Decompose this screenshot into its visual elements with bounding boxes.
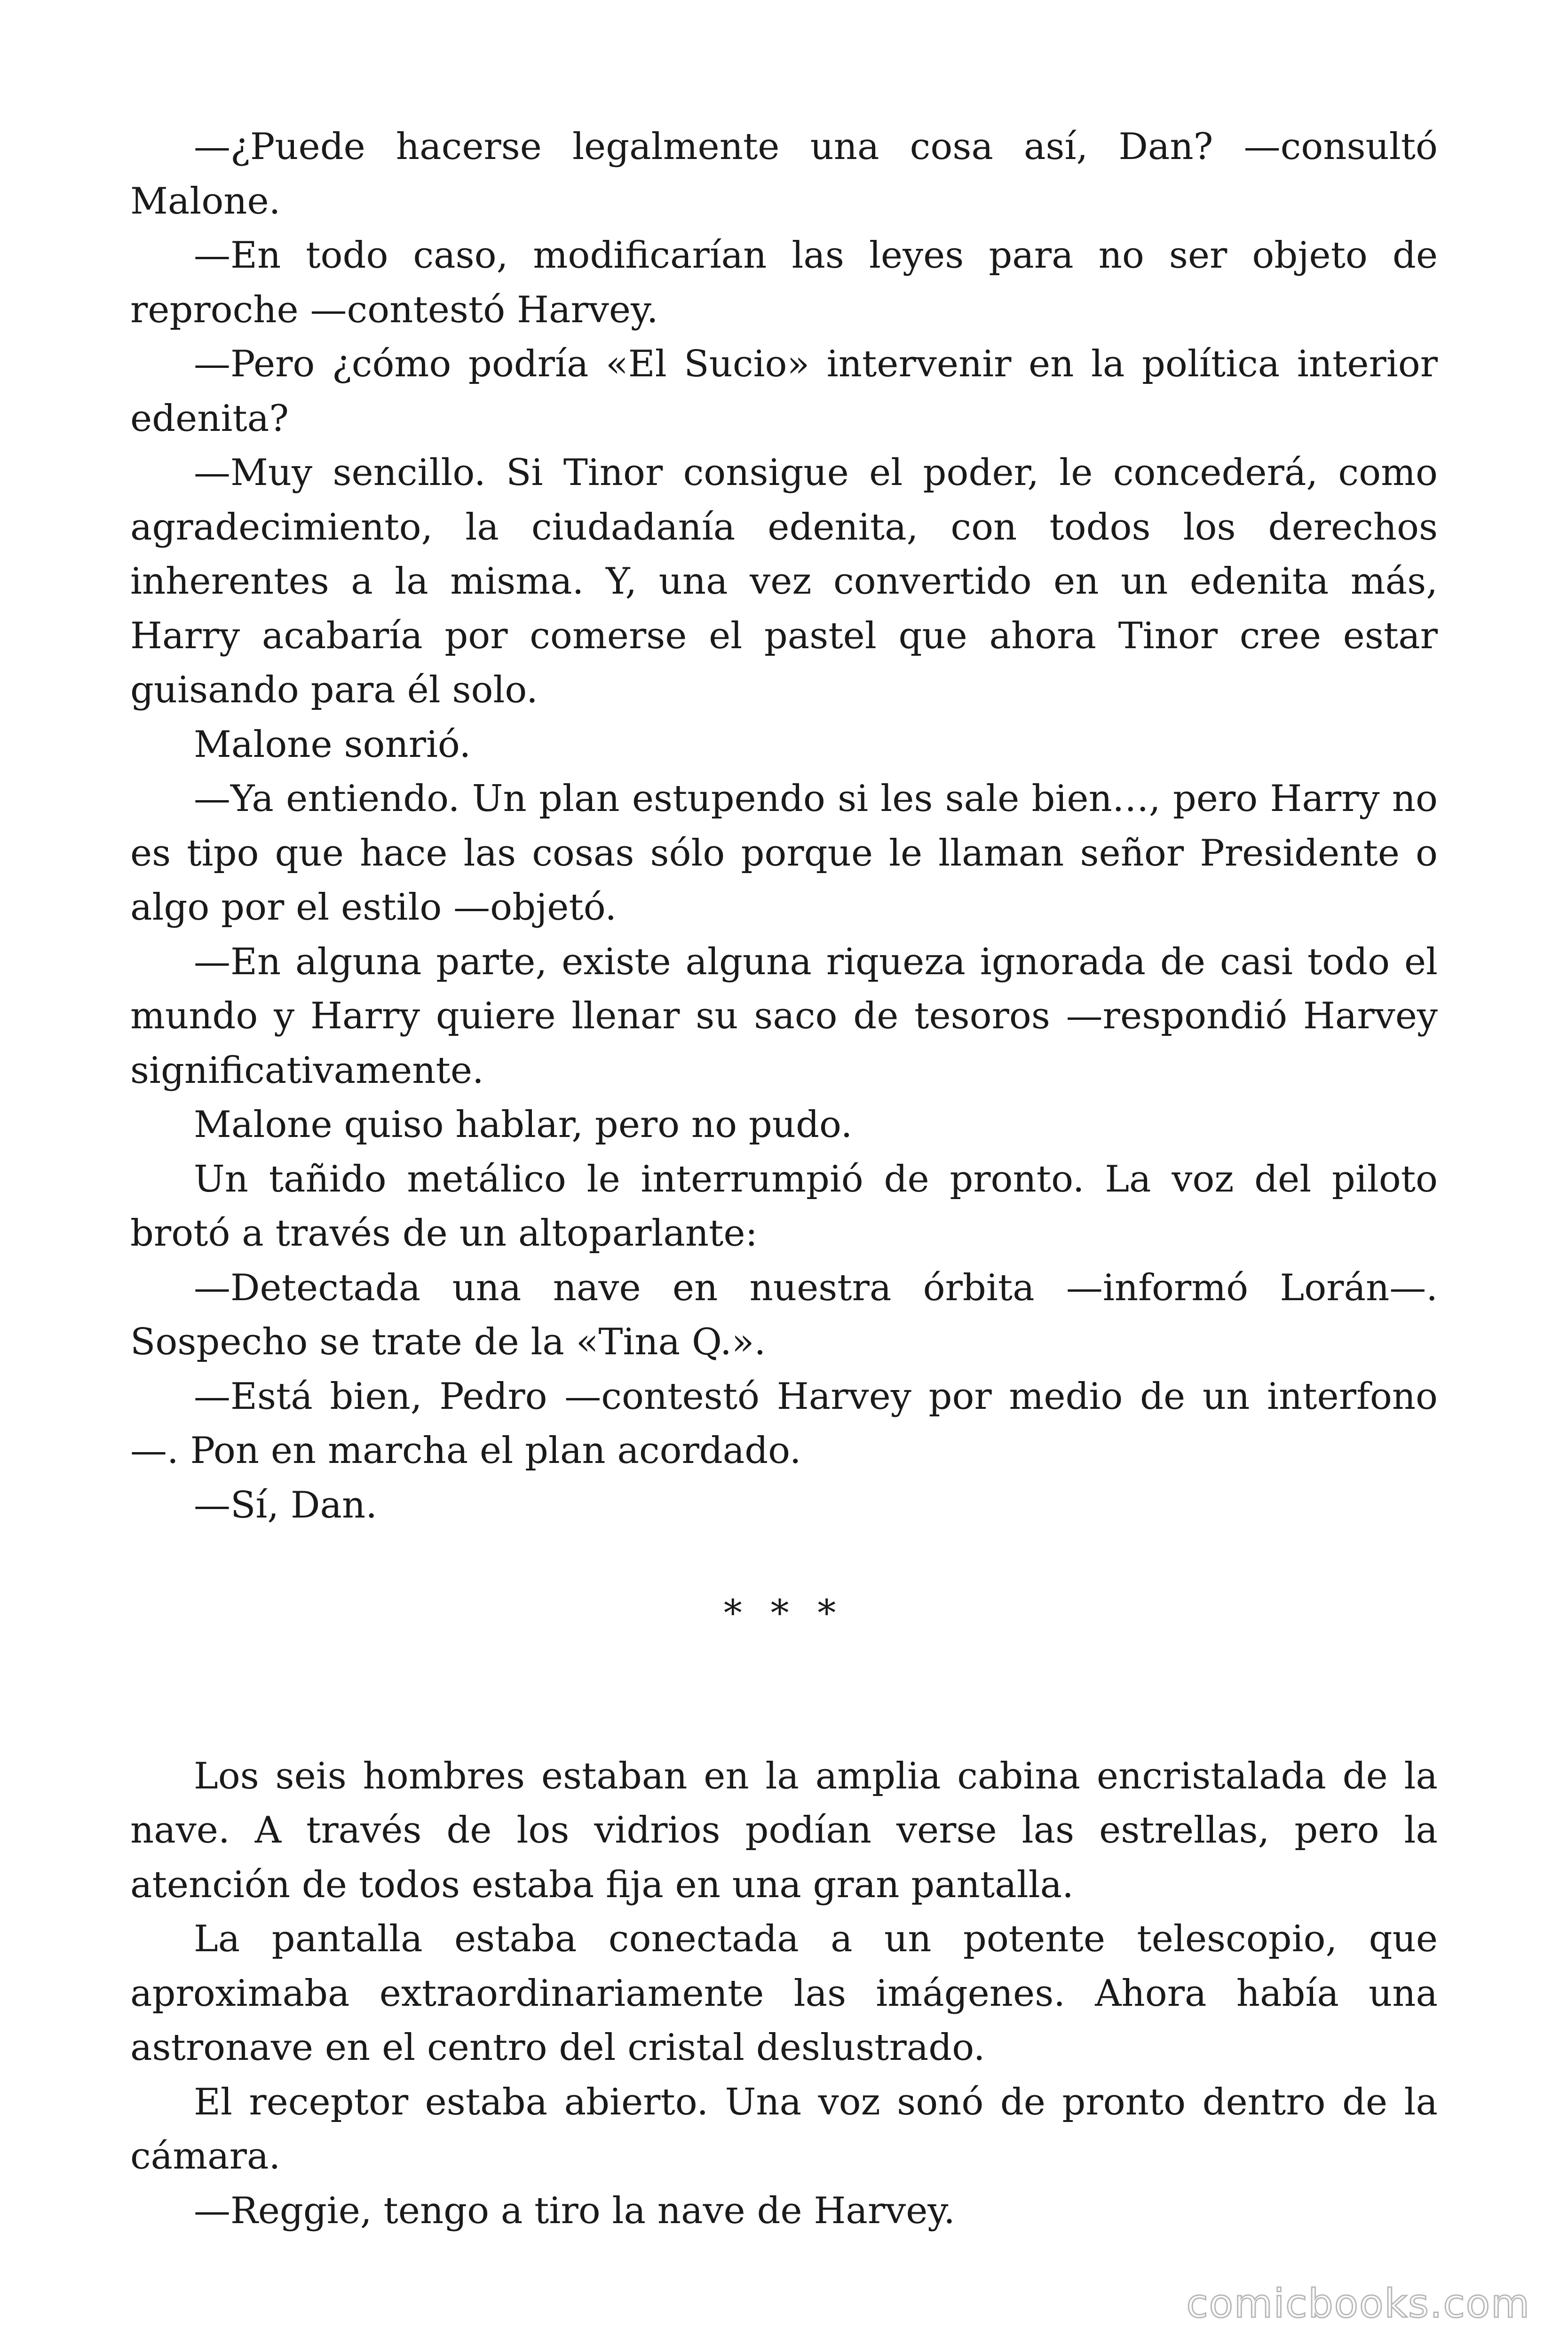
paragraph: Malone sonrió.	[194, 723, 471, 766]
paragraph: —Sí, Dan.	[194, 1484, 378, 1526]
paragraph: Malone quiso hablar, pero no pudo.	[194, 1104, 853, 1146]
paragraph: —¿Puede hacerse legalmente una cosa así, Dan? —consultó Malone.	[130, 126, 1438, 222]
section-break: * * *	[723, 1592, 845, 1635]
paragraph: —Pero ¿cómo podría «El Sucio» intervenir en la política interior edenita?	[130, 343, 1438, 440]
paragraph: —Ya entiendo. Un plan estupendo si les sale bien…, pero Harry no es tipo que hace las cosas sólo porque le llaman señor Presidente o algo por el estilo —objetó.	[130, 778, 1438, 929]
paragraph: —En alguna parte, existe alguna riqueza ignorada de casi todo el mundo y Harry quiere llenar su saco de tesoros —respondió Harvey significativamente.	[130, 940, 1438, 1092]
paragraph: —Está bien, Pedro —contestó Harvey por medio de un interfono —. Pon en marcha el plan acordado.	[130, 1375, 1438, 1472]
paragraph: Los seis hombres estaban en la amplia cabina encristalada de la nave. A través de los vidrios podían verse las estrellas, pero la atención de todos estaba fija en una gran pantalla.	[130, 1755, 1438, 1906]
book-page	[130, 120, 1438, 2238]
paragraph: —Detectada una nave en nuestra órbita —informó Lorán—. Sospecho se trate de la «Tina Q.».	[130, 1266, 1438, 1363]
paragraph: —Reggie, tengo a tiro la nave de Harvey.	[194, 2189, 955, 2232]
paragraph: —En todo caso, modificarían las leyes para no ser objeto de reproche —contestó Harvey.	[130, 234, 1438, 331]
paragraph: —Muy sencillo. Si Tinor consigue el poder, le concederá, como agradecimiento, la ciudadanía edenita, con todos los derechos inherentes a la misma. Y, una vez convertido en un edenita más, Harry acabaría por comerse el pastel que ahora Tinor cree estar guisando para él solo.	[130, 452, 1438, 711]
paragraph: Un tañido metálico le interrumpió de pronto. La voz del piloto brotó a través de un altoparlante:	[130, 1158, 1438, 1255]
paragraph: La pantalla estaba conectada a un potente telescopio, que aproximaba extraordinariamente las imágenes. Ahora había una astronave en el centro del cristal deslustrado.	[130, 1918, 1438, 2069]
paragraph: El receptor estaba abierto. Una voz sonó de pronto dentro de la cámara.	[130, 2081, 1438, 2177]
watermark: comicbooks.com	[1186, 2280, 1530, 2327]
